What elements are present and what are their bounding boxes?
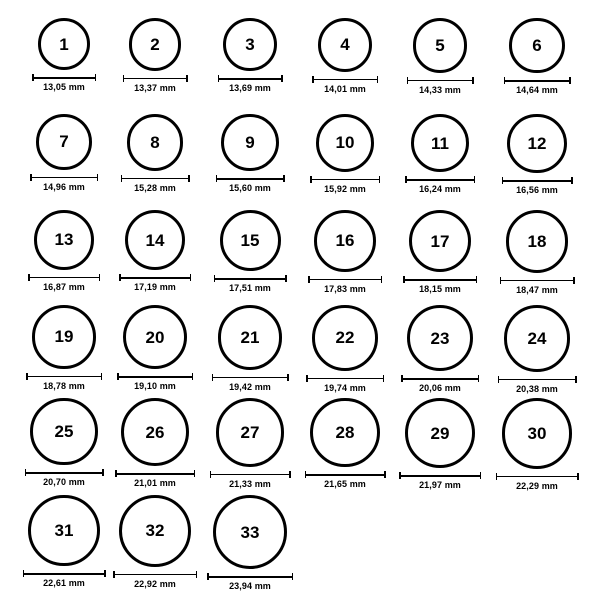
ring-diameter-label: 22,92 mm xyxy=(134,578,176,589)
ring-circle xyxy=(213,495,287,569)
ring-size-label: 32 xyxy=(145,521,165,541)
ring-size-item xyxy=(19,114,109,192)
ring-size-item xyxy=(110,398,200,488)
ring-size-item xyxy=(395,398,485,490)
ring-circle xyxy=(127,114,184,171)
ring-circle xyxy=(32,305,96,369)
ring-dimension xyxy=(403,276,477,294)
ring-size-item xyxy=(300,18,390,94)
ring-size-item xyxy=(395,305,485,393)
dimension-bar-icon xyxy=(496,473,579,480)
dimension-bar-icon xyxy=(28,274,100,281)
ring-size-item xyxy=(205,114,295,193)
ring-size-label: 21 xyxy=(240,327,260,347)
ring-dimension xyxy=(216,175,285,193)
ring-diameter-label: 20,70 mm xyxy=(43,477,85,488)
ring-circle xyxy=(310,398,379,467)
ring-size-label: 9 xyxy=(245,133,255,153)
dimension-bar-icon xyxy=(119,274,191,281)
ring-size-label: 19 xyxy=(54,327,74,347)
ring-dimension xyxy=(214,275,287,293)
ring-dimension xyxy=(399,472,481,490)
dimension-bar-icon xyxy=(30,174,98,181)
ring-size-item xyxy=(300,305,390,393)
ring-size-label: 16 xyxy=(335,231,355,251)
dimension-bar-icon xyxy=(210,471,291,478)
ring-size-label: 22 xyxy=(335,328,355,348)
ring-dimension xyxy=(119,274,191,292)
ring-circle xyxy=(409,210,471,272)
ring-diameter-label: 17,51 mm xyxy=(229,283,271,293)
ring-dimension xyxy=(32,74,96,92)
dimension-bar-icon xyxy=(212,374,289,381)
ring-dimension xyxy=(115,470,195,488)
ring-size-label: 13 xyxy=(54,230,74,250)
dimension-bar-icon xyxy=(26,373,102,380)
ring-diameter-label: 13,69 mm xyxy=(229,83,271,94)
ring-dimension xyxy=(502,177,573,195)
ring-circle xyxy=(220,210,281,271)
ring-circle xyxy=(38,18,90,70)
ring-diameter-label: 22,29 mm xyxy=(516,480,558,491)
dimension-bar-icon xyxy=(399,472,481,479)
ring-size-item xyxy=(492,305,582,394)
ring-diameter-label: 16,24 mm xyxy=(419,184,461,195)
ring-size-label: 17 xyxy=(430,231,450,251)
ring-circle xyxy=(123,305,187,369)
dimension-bar-icon xyxy=(214,275,287,282)
ring-size-label: 15 xyxy=(240,231,260,250)
dimension-bar-icon xyxy=(216,175,285,182)
ring-diameter-label: 17,19 mm xyxy=(134,282,176,293)
ring-diameter-label: 16,56 mm xyxy=(516,185,558,196)
ring-dimension xyxy=(30,174,98,192)
ring-size-label: 11 xyxy=(431,133,449,153)
ring-circle xyxy=(407,305,473,371)
ring-dimension xyxy=(23,570,106,588)
ring-circle xyxy=(121,398,189,466)
dimension-bar-icon xyxy=(310,176,380,183)
ring-diameter-label: 14,96 mm xyxy=(43,181,85,192)
ring-size-item xyxy=(300,114,390,194)
ring-size-label: 31 xyxy=(54,521,74,541)
dimension-bar-icon xyxy=(207,573,293,580)
ring-diameter-label: 14,64 mm xyxy=(516,85,558,96)
dimension-bar-icon xyxy=(504,77,571,84)
ring-diameter-label: 13,05 mm xyxy=(43,82,85,92)
ring-circle xyxy=(218,305,283,370)
ring-diameter-label: 19,42 mm xyxy=(229,381,271,392)
ring-circle xyxy=(502,398,573,469)
ring-diameter-label: 21,97 mm xyxy=(419,480,461,491)
ring-size-item xyxy=(19,305,109,391)
ring-dimension xyxy=(26,373,102,391)
ring-diameter-label: 21,33 mm xyxy=(229,478,271,489)
dimension-bar-icon xyxy=(32,74,96,81)
dimension-bar-icon xyxy=(306,375,384,382)
ring-diameter-label: 22,61 mm xyxy=(43,578,85,589)
ring-dimension xyxy=(401,375,479,393)
dimension-bar-icon xyxy=(115,470,195,477)
ring-dimension xyxy=(117,373,193,391)
ring-circle xyxy=(411,114,469,172)
ring-size-item xyxy=(19,210,109,292)
ring-dimension xyxy=(306,375,384,393)
dimension-bar-icon xyxy=(308,276,382,283)
ring-circle xyxy=(405,398,475,468)
dimension-bar-icon xyxy=(407,77,474,84)
ring-circle xyxy=(221,114,278,171)
ring-size-label: 8 xyxy=(150,132,160,152)
ring-dimension xyxy=(504,77,571,95)
ring-size-label: 25 xyxy=(54,422,74,442)
ring-dimension xyxy=(405,176,475,194)
ring-size-label: 30 xyxy=(527,423,547,443)
ring-size-item xyxy=(395,18,485,95)
ring-size-label: 12 xyxy=(527,134,547,154)
dimension-bar-icon xyxy=(121,175,190,182)
dimension-bar-icon xyxy=(401,375,479,382)
ring-dimension xyxy=(25,469,104,487)
ring-circle xyxy=(30,398,97,465)
dimension-bar-icon xyxy=(500,277,575,284)
ring-circle xyxy=(119,495,191,567)
ring-size-item xyxy=(205,18,295,93)
ring-size-item xyxy=(492,398,582,491)
ring-diameter-label: 19,10 mm xyxy=(134,381,176,392)
ring-size-label: 18 xyxy=(527,231,547,251)
ring-size-label: 33 xyxy=(240,522,260,542)
ring-size-item xyxy=(110,18,200,93)
ring-size-label: 23 xyxy=(430,328,450,348)
ring-circle xyxy=(129,18,182,71)
ring-size-item xyxy=(19,398,109,487)
ring-diameter-label: 20,38 mm xyxy=(516,383,558,394)
ring-size-label: 26 xyxy=(145,422,165,442)
ring-circle xyxy=(36,114,92,170)
ring-circle xyxy=(316,114,374,172)
ring-size-label: 3 xyxy=(245,35,255,55)
ring-size-label: 14 xyxy=(145,230,165,250)
ring-circle xyxy=(318,18,372,72)
ring-diameter-label: 18,78 mm xyxy=(43,380,85,391)
ring-circle xyxy=(312,305,378,371)
ring-size-label: 28 xyxy=(335,423,355,443)
ring-circle xyxy=(413,18,468,73)
ring-size-item xyxy=(110,114,200,193)
ring-dimension xyxy=(308,276,382,294)
ring-diameter-label: 21,01 mm xyxy=(134,478,176,489)
ring-dimension xyxy=(210,471,291,489)
ring-dimension xyxy=(28,274,100,292)
dimension-bar-icon xyxy=(23,570,106,577)
ring-size-item xyxy=(300,210,390,294)
dimension-bar-icon xyxy=(305,471,386,478)
ring-size-label: 7 xyxy=(59,132,69,152)
ring-diameter-label: 21,65 mm xyxy=(324,479,366,490)
ring-size-label: 2 xyxy=(150,34,160,54)
ring-diameter-label: 20,06 mm xyxy=(419,383,461,394)
dimension-bar-icon xyxy=(312,76,378,83)
dimension-bar-icon xyxy=(113,571,197,578)
ring-diameter-label: 18,47 mm xyxy=(516,284,558,295)
ring-dimension xyxy=(500,277,575,295)
ring-size-item xyxy=(205,210,295,293)
ring-size-label: 4 xyxy=(340,35,350,55)
ring-diameter-label: 16,87 mm xyxy=(43,281,85,292)
ring-size-item xyxy=(19,18,109,92)
ring-dimension xyxy=(123,75,188,93)
ring-size-label: 1 xyxy=(59,34,69,54)
ring-dimension xyxy=(310,176,380,194)
ring-diameter-label: 15,60 mm xyxy=(229,183,271,194)
ring-size-label: 10 xyxy=(335,133,355,153)
ring-size-item xyxy=(19,495,109,588)
ring-diameter-label: 15,28 mm xyxy=(134,182,176,193)
dimension-bar-icon xyxy=(502,177,573,184)
ring-size-item xyxy=(205,495,295,591)
ring-diameter-label: 15,92 mm xyxy=(324,183,366,194)
ring-size-label: 29 xyxy=(430,423,450,443)
ring-diameter-label: 13,37 mm xyxy=(134,82,176,93)
ring-circle xyxy=(509,18,564,73)
ring-dimension xyxy=(207,573,293,591)
ring-dimension xyxy=(498,376,577,394)
ring-circle xyxy=(506,210,569,273)
ring-dimension xyxy=(496,473,579,491)
dimension-bar-icon xyxy=(405,176,475,183)
ring-dimension xyxy=(407,77,474,95)
ring-size-item xyxy=(205,398,295,489)
dimension-bar-icon xyxy=(25,469,104,476)
ring-size-item xyxy=(110,495,200,589)
ring-circle xyxy=(314,210,376,272)
ring-size-item xyxy=(395,210,485,294)
ring-diameter-label: 14,01 mm xyxy=(324,83,366,94)
ring-dimension xyxy=(113,571,197,589)
ring-diameter-label: 18,15 mm xyxy=(419,284,461,295)
ring-diameter-label: 23,94 mm xyxy=(229,581,271,591)
dimension-bar-icon xyxy=(117,373,193,380)
ring-diameter-label: 19,74 mm xyxy=(324,382,366,393)
ring-size-item xyxy=(300,398,390,489)
ring-dimension xyxy=(305,471,386,489)
ring-size-item xyxy=(395,114,485,194)
ring-circle xyxy=(28,495,99,566)
ring-diameter-label: 14,33 mm xyxy=(419,84,461,95)
ring-circle xyxy=(125,210,185,270)
ring-dimension xyxy=(212,374,289,392)
ring-circle xyxy=(223,18,276,71)
ring-circle xyxy=(34,210,94,270)
ring-dimension xyxy=(121,175,190,193)
ring-size-label: 27 xyxy=(240,422,260,442)
ring-size-label: 20 xyxy=(145,327,165,347)
dimension-bar-icon xyxy=(403,276,477,283)
dimension-bar-icon xyxy=(498,376,577,383)
ring-diameter-label: 17,83 mm xyxy=(324,283,366,294)
ring-size-item xyxy=(205,305,295,392)
ring-dimension xyxy=(312,76,378,94)
ring-dimension xyxy=(218,75,283,93)
ring-circle xyxy=(504,305,571,372)
ring-circle xyxy=(507,114,566,173)
dimension-bar-icon xyxy=(123,75,188,82)
dimension-bar-icon xyxy=(218,75,283,82)
ring-size-item xyxy=(492,18,582,95)
ring-size-label: 5 xyxy=(435,35,445,55)
ring-circle xyxy=(216,398,285,467)
ring-size-item xyxy=(492,210,582,295)
ring-size-label: 24 xyxy=(527,328,547,348)
ring-size-item xyxy=(492,114,582,195)
ring-size-label: 6 xyxy=(532,36,542,56)
ring-size-item xyxy=(110,305,200,391)
ring-size-item xyxy=(110,210,200,292)
